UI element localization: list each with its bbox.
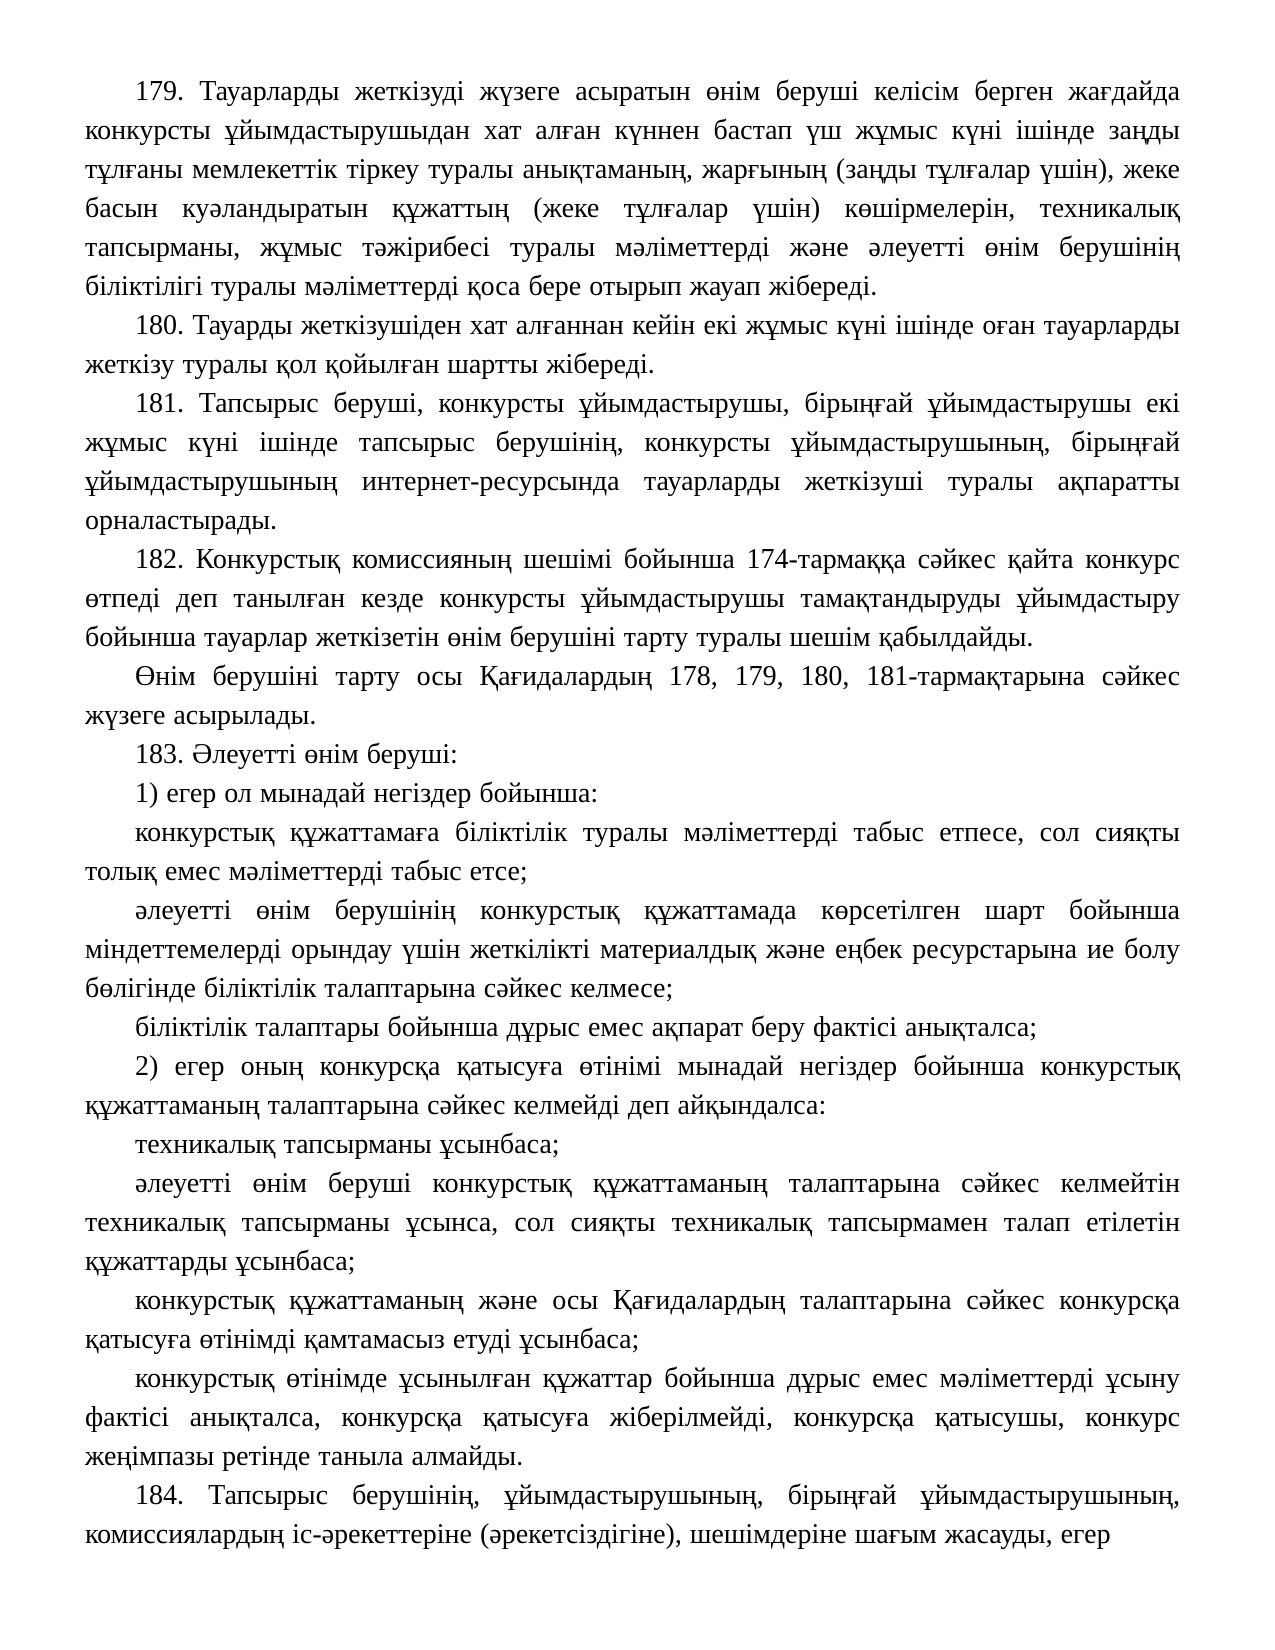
paragraph-183-item-1: 1) егер ол мынадай негіздер бойынша:: [135, 778, 599, 809]
paragraph-183-subitem-g: конкурстық өтінімде ұсынылған құжаттар бойынша дұрыс емес мәліметтерді ұсыну фактісі анықталса, конкурсқа қатысуға жіберілмейді, конкурсқа қатысушы, конкурс жеңімпазы ретінде таныла алмайды.: [85, 1363, 1180, 1472]
paragraph-183-subitem-d: техникалық тапсырманы ұсынбаса;: [135, 1129, 560, 1160]
paragraph-183-item-2: 2) егер оның конкурсқа қатысуға өтінімі мынадай негіздер бойынша конкурстық құжаттаманың талаптарына сәйкес келмейді деп айқындалса:: [85, 1051, 1180, 1121]
paragraph-182-continued: Өнім берушіні тарту осы Қағидалардың 178, 179, 180, 181-тармақтарына сәйкес жүзеге асырылады.: [85, 661, 1180, 731]
paragraph-182: 182. Конкурстық комиссияның шешімі бойынша 174-тармаққа сәйкес қайта конкурс өтпеді деп танылған кезде конкурсты ұйымдастырушы тамақтандыруды ұйымдастыру бойынша тауарлар жеткізетін өнім берушіні тарту туралы шешім қабылдайды.: [85, 544, 1180, 653]
paragraph-181: 181. Тапсырыс беруші, конкурсты ұйымдастырушы, бірыңғай ұйымдастырушы екі жұмыс күні ішінде тапсырыс берушінің, конкурсты ұйымдастырушының, бірыңғай ұйымдастырушының интернет-ресурсында тауарларды жеткізуші туралы ақпаратты орналастырады.: [85, 388, 1180, 536]
paragraph-184: 184. Тапсырыс берушінің, ұйымдастырушының, бірыңғай ұйымдастырушының, комиссиялардың іс-әрекеттеріне (әрекетсіздігіне), шешімдеріне шағым жасауды, егер: [85, 1480, 1180, 1550]
paragraph-183-subitem-b: әлеуетті өнім берушінің конкурстық құжаттамада көрсетілген шарт бойынша міндеттемелерді орындау үшін жеткілікті материалдық және еңбек ресурстарына ие болу бөлігінде біліктілік талаптарына сәйкес келмесе;: [85, 895, 1180, 1004]
paragraph-180: 180. Тауарды жеткізушіден хат алғаннан кейін екі жұмыс күні ішінде оған тауарларды жеткізу туралы қол қойылған шартты жібереді.: [85, 310, 1180, 380]
paragraph-183: 183. Әлеуетті өнім беруші:: [135, 739, 458, 770]
paragraph-183-subitem-c: біліктілік талаптары бойынша дұрыс емес ақпарат беру фактісі анықталса;: [135, 1012, 1038, 1043]
paragraph-183-subitem-a: конкурстық құжаттамаға біліктілік туралы мәліметтерді табыс етпесе, сол сияқты толық емес мәліметтерді табыс етсе;: [85, 817, 1180, 887]
paragraph-183-subitem-f: конкурстық құжаттаманың және осы Қағидалардың талаптарына сәйкес конкурсқа қатысуға өтінімді қамтамасыз етуді ұсынбаса;: [85, 1285, 1180, 1355]
paragraph-179: 179. Тауарларды жеткізуді жүзеге асыратын өнім беруші келісім берген жағдайда конкурсты ұйымдастырушыдан хат алған күннен бастап үш жұмыс күні ішінде заңды тұлғаны мемлекеттік тіркеу туралы анықтаманың, жарғының (заңды тұлғалар үшін), жеке басын куәландыратын құжаттың (жеке тұлғалар үшін) көшірмелерін, техникалық тапсырманы, жұмыс тәжірибесі туралы мәліметтерді және әлеуетті өнім берушінің біліктілігі туралы мәліметтерді қоса бере отырып жауап жібереді.: [85, 76, 1180, 302]
paragraph-183-subitem-e: әлеуетті өнім беруші конкурстық құжаттаманың талаптарына сәйкес келмейтін техникалық тапсырманы ұсынса, сол сияқты техникалық тапсырмамен талап етілетін құжаттарды ұсынбаса;: [85, 1168, 1180, 1277]
